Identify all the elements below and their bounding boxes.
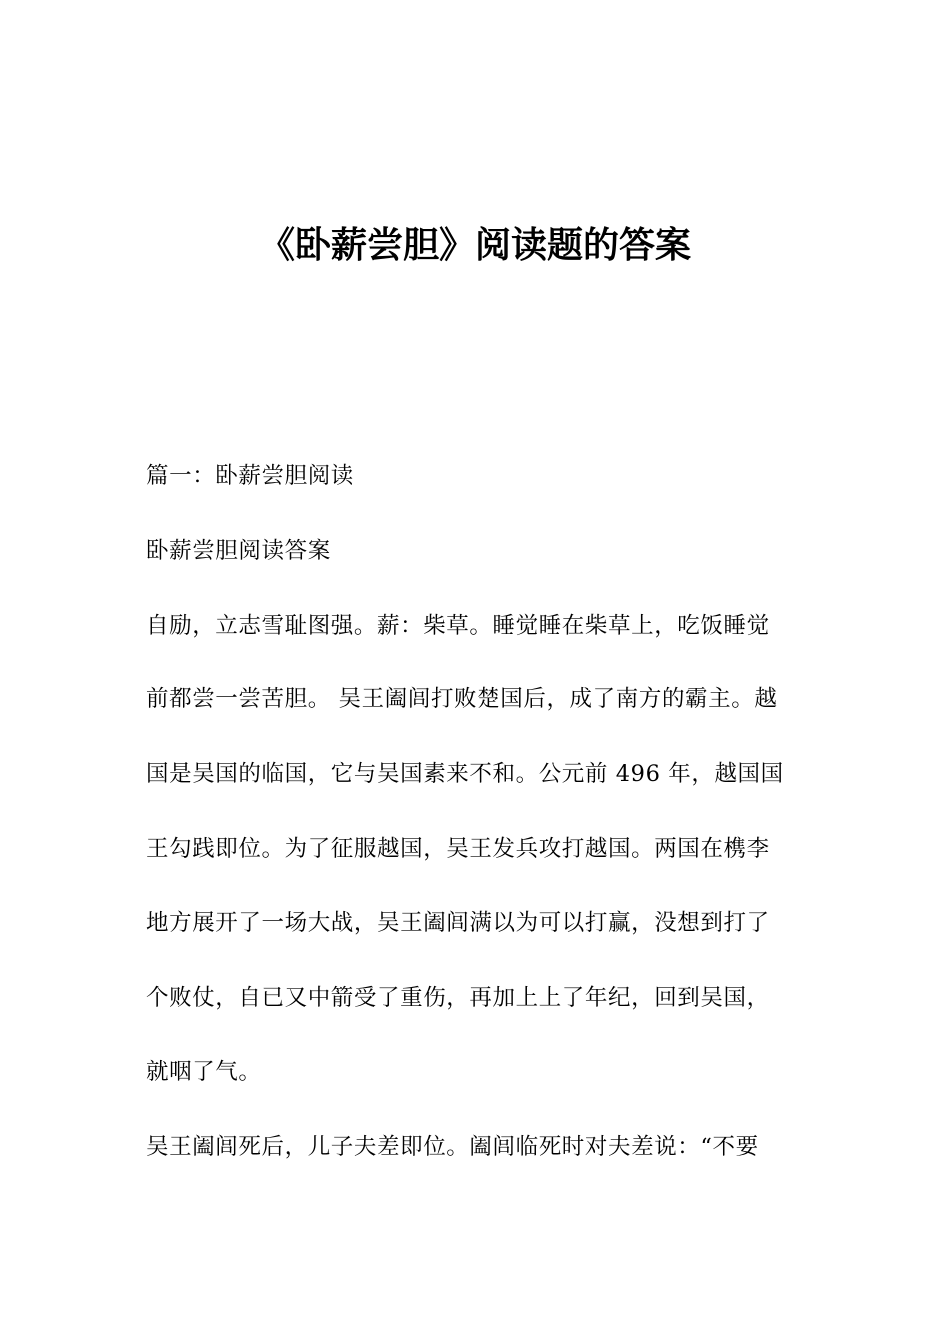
paragraph-line: 个败仗，自已又中箭受了重伤，再加上上了年纪，回到吴国， [146, 985, 770, 1011]
section-heading: 篇一：卧薪尝胆阅读 [146, 463, 354, 489]
paragraph-line: 前都尝一尝苦胆。 吴王阖闾打败楚国后，成了南方的霸主。越 [146, 686, 778, 712]
paragraph-line: 国是吴国的临国，它与吴国素来不和。公元前 496 年，越国国 [146, 761, 784, 787]
document-title: 《卧薪尝胆》阅读题的答案 [258, 225, 691, 266]
paragraph-line: 王勾践即位。为了征服越国，吴王发兵攻打越国。两国在槜李 [146, 836, 770, 862]
paragraph-line: 吴王阖闾死后，儿子夫差即位。阖闾临死时对夫差说：“不要 [146, 1134, 759, 1160]
subsection-heading: 卧薪尝胆阅读答案 [146, 538, 331, 564]
paragraph-line: 地方展开了一场大战，吴王阖闾满以为可以打赢，没想到打了 [146, 910, 770, 936]
paragraph-line: 自励，立志雪耻图强。薪：柴草。睡觉睡在柴草上，吃饭睡觉 [146, 613, 770, 639]
paragraph-line: 就咽了气。 [146, 1059, 262, 1085]
